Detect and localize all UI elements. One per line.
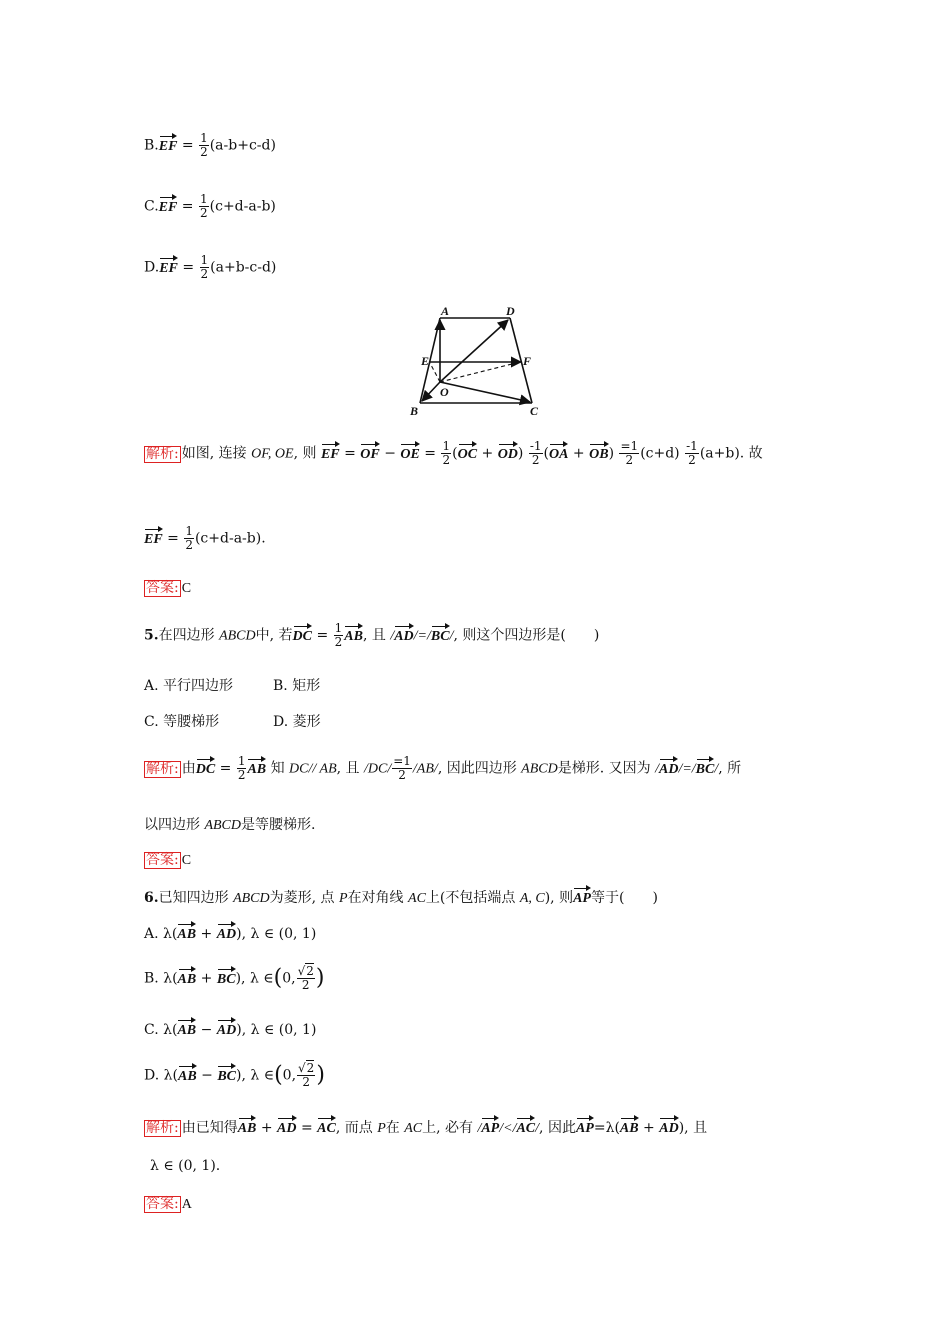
label-o: O: [440, 385, 449, 399]
q5-analysis-line2: 以四边形 ABCD是等腰梯形.: [144, 817, 316, 833]
answer-tag: 答案:: [146, 852, 179, 868]
q6-answer: 答案: A: [146, 1196, 192, 1212]
label-c: C: [530, 404, 539, 418]
fraction-half: $\frac{1}{2}$: [200, 192, 208, 221]
fraction-half: $\frac{1}{2}$: [200, 253, 209, 282]
q4-analysis-line2: EF = $\frac{1}{2}$ (c+d-a-b).: [144, 524, 266, 553]
q6-option-c[interactable]: C. λ(AB − AD), λ ∈ (0, 1): [144, 1018, 316, 1040]
q6-stem: 6.已知四边形 ABCD为菱形, 点 P在对角线 AC上(不包括端点 A, C), 则AP等于( ): [144, 886, 658, 908]
q4-option-d[interactable]: D.EF = $\frac{1}{2}$ (a+b-c-d): [144, 253, 277, 282]
q6-option-d[interactable]: D. λ(AB − BC), λ ∈(0, $\frac{√2}{2}$ ): [144, 1061, 325, 1090]
analysis-tag: 解析:: [146, 445, 179, 462]
label-e: E: [421, 354, 430, 368]
q5-option-b[interactable]: B. 矩形: [273, 678, 321, 694]
vector-od: [440, 320, 508, 382]
answer-tag: 答案:: [146, 580, 179, 596]
q5-option-c[interactable]: C. 等腰梯形: [144, 714, 220, 730]
q5-stem: 5.在四边形 ABCD中, 若DC = $\frac{1}{2}$ AB, 且 /AD/=/BC/, 则这个四边形是( ): [144, 621, 600, 650]
q6-option-a[interactable]: A. λ(AB + AD), λ ∈ (0, 1): [144, 922, 316, 944]
dashed-oe: [430, 363, 440, 382]
q6-option-b[interactable]: B. λ(AB + BC), λ ∈(0, $\frac{√2}{2}$ ): [144, 964, 325, 993]
trapezoid-figure: [400, 300, 550, 425]
q4-option-b[interactable]: B.EF = $\frac{1}{2}$ (a-b+c-d): [144, 131, 276, 160]
q4-analysis: 解析: 如图, 连接 OF, OE, 则 EF = OF − OE = $\frac{1}{2}$ (OC + OD) $\frac{-1}{2}$ (OA + OB) $\frac{=1}{2}$ (c+d) $\frac{-1}{2}$ (a+b). 故: [146, 439, 763, 468]
answer-tag: 答案:: [146, 1196, 179, 1212]
vector-ef: EF: [159, 256, 178, 278]
analysis-tag: 解析:: [146, 1120, 179, 1136]
label-d: D: [506, 304, 515, 318]
vector-ef: EF: [159, 134, 178, 156]
vector-ef: EF: [159, 195, 178, 217]
analysis-tag: 解析:: [146, 760, 179, 777]
q6-analysis: 解析: 由已知得AB + AD = AC, 而点 P在 AC上, 必有 /AP/</AC/, 因此AP=λ(AB + AD), 且: [144, 1116, 707, 1138]
q5-analysis: 解析: 由DC = $\frac{1}{2}$ AB 知 DC// AB, 且 /DC/ $\frac{=1}{2}$ /AB/, 因此四边形 ABCD是梯形. 又因为 /AD/=/BC/, 所: [146, 754, 742, 783]
q6-analysis-line2: λ ∈ (0, 1).: [150, 1158, 221, 1174]
vector-oc: [440, 382, 530, 402]
label-f: F: [523, 354, 532, 368]
q4-answer: 答案: C: [146, 580, 192, 596]
q5-option-d[interactable]: D. 菱形: [273, 714, 321, 730]
q5-answer: 答案: C: [146, 852, 192, 868]
label-b: B: [410, 404, 419, 418]
q4-option-c[interactable]: C.EF = $\frac{1}{2}$ (c+d-a-b): [144, 192, 276, 221]
label-a: A: [441, 304, 450, 318]
fraction-half: $\frac{1}{2}$: [200, 131, 208, 160]
q5-option-a[interactable]: A. 平行四边形: [144, 678, 234, 694]
